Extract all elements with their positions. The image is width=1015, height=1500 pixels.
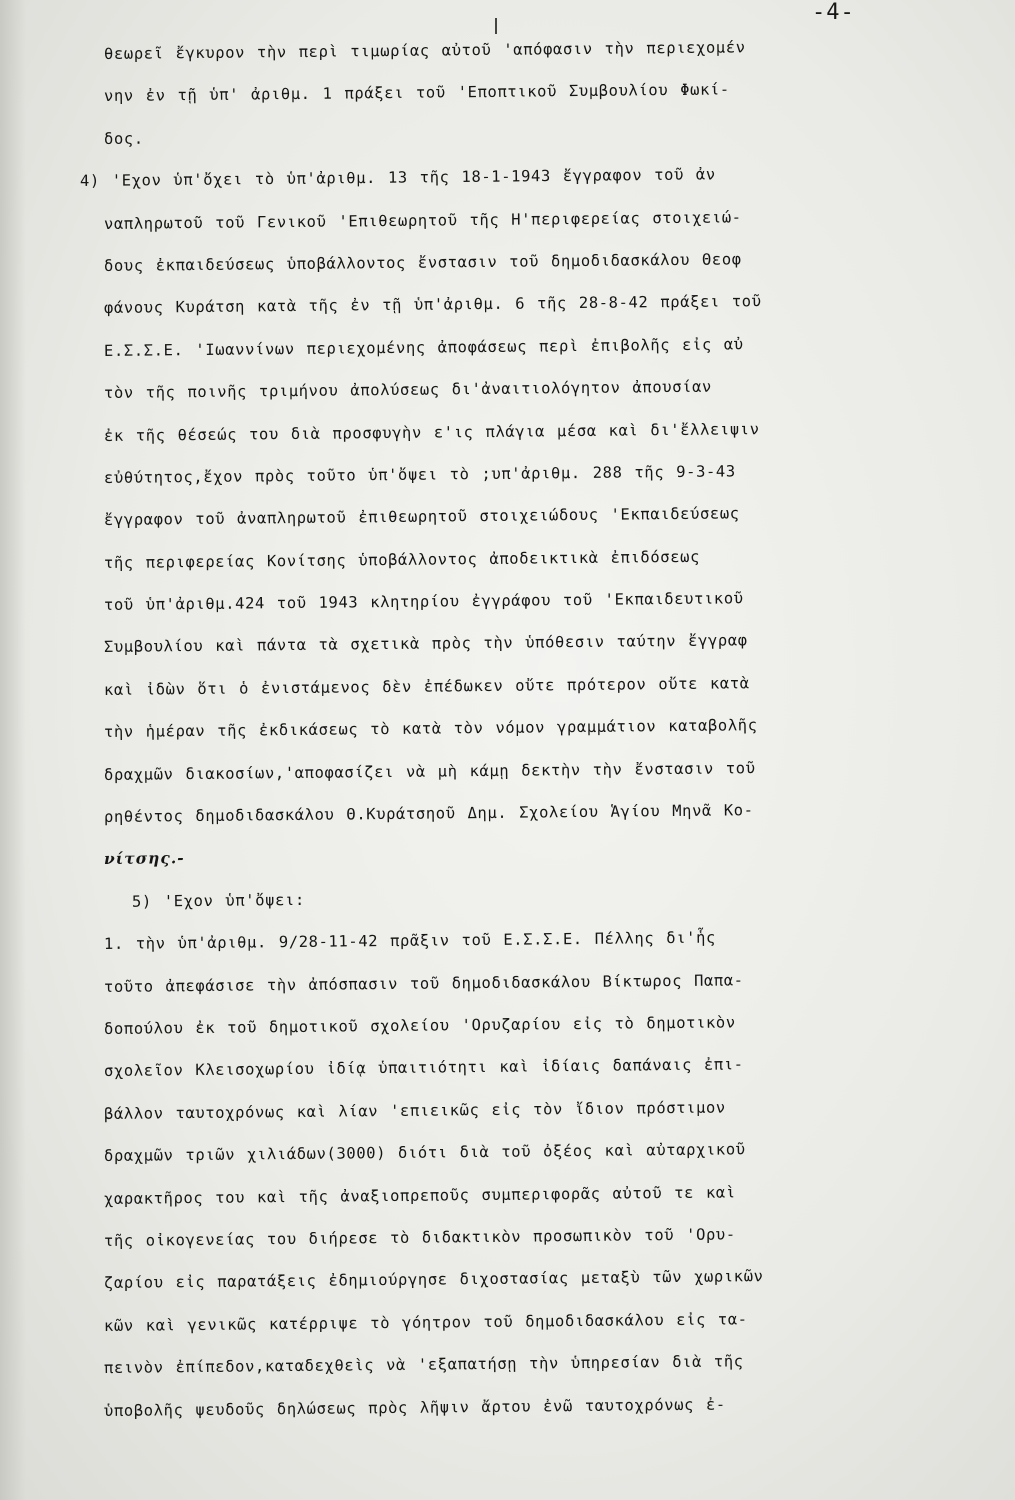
text-line-25: σχολεῖον Κλεισοχωρίου ἰδίᾳ ὑπαιτιότητι καὶ ἰδίαις δαπάναις ἐπι-	[103, 1055, 744, 1081]
text-line-29: τῆς οἰκογενείας του διήρεσε τὸ διδακτικὸν προσωπικὸν τοῦ 'Ορυ-	[103, 1225, 736, 1250]
text-line-4: 4) 'Εχον ὑπ'ὄχει τὸ ὑπ'ἀριθμ. 13 τῆς 18-1-1943 ἔγγραφον τοῦ ἀν	[79, 165, 716, 191]
text-line-22: 1. τὴν ὑπ'ἀριθμ. 9/28-11-42 πρᾶξιν τοῦ Ε.Σ.Σ.Ε. Πέλλης δι'ἧς	[103, 928, 716, 954]
text-line-33: ὑποβολῆς ψευδοῦς δηλώσεως πρὸς λῆψιν ἄρτου ἐνῶ ταυτοχρόνως ἐ-	[103, 1394, 726, 1420]
text-line-3: δος.	[103, 129, 144, 148]
text-line-2: νην ἐν τῇ ὑπ' ἀριθμ. 1 πράξει τοῦ 'Εποπτικοῦ Συμβουλίου Φωκί-	[103, 80, 730, 106]
text-line-27: δραχμῶν τριῶν χιλιάδων(3000) διότι διὰ τοῦ ὀξέος καὶ αὐταρχικοῦ	[103, 1140, 746, 1166]
text-line-24: δοπούλου ἐκ τοῦ δημοτικοῦ σχολείου 'Ορυζαρίου εἰς τὸ δημοτικὸν	[103, 1013, 736, 1038]
text-line-12: ἔγγραφον τοῦ ἀναπληρωτοῦ ἐπιθεωρητοῦ στοιχειώδους 'Εκπαιδεύσεως	[103, 504, 740, 530]
text-line-16: καὶ ἰδὼν ὅτι ὁ ἐνιστάμενος δὲν ἐπέδωκεν οὔτε πρότερον οὔτε κατὰ	[103, 674, 750, 699]
text-line-5: ναπληρωτοῦ τοῦ Γενικοῦ 'Επιθεωρητοῦ τῆς Η'περιφερείας στοιχειώ-	[103, 207, 742, 233]
page-number: -4-	[812, 0, 855, 25]
text-line-10: ἐκ τῆς θέσεώς του διὰ προσφυγὴν ε'ις πλάγια μέσα καὶ δι'ἔλλειψιν	[103, 419, 760, 445]
text-line-23: τοῦτο ἀπεφάσισε τὴν ἀπόσπασιν τοῦ δημοδιδασκάλου Βίκτωρος Παπα-	[103, 970, 744, 996]
text-line-7: φάνους Κυράτση κατὰ τῆς ἐν τῇ ὑπ'ἀριθμ. 6 τῆς 28-8-42 πράξει τοῦ	[103, 292, 762, 318]
text-line-9: τὸν τῆς ποινῆς τριμήνου ἀπολύσεως δι'ἀναιτιολόγητον ἀπουσίαν	[103, 377, 712, 403]
text-line-28: χαρακτῆρος του καὶ τῆς ἀναξιοπρεποῦς συμπεριφορᾶς αὐτοῦ τε καὶ	[103, 1182, 736, 1208]
page-fold-shadow	[0, 0, 26, 1500]
text-line-21: 5) 'Εχον ὑπ'ὄψει:	[131, 890, 305, 911]
text-line-17: τὴν ἡμέραν τῆς ἐκδικάσεως τὸ κατὰ τὸν νόμον γραμμάτιον καταβολῆς	[103, 716, 758, 742]
handwritten-line: νίτσης.-	[103, 848, 185, 869]
text-line-8: Ε.Σ.Σ.Ε. 'Ιωαννίνων περιεχομένης ἀποφάσεως περὶ ἐπιβολῆς εἰς αὐ	[103, 335, 744, 360]
margin-tick-mark	[495, 18, 497, 34]
text-line-15: Συμβουλίου καὶ πάντα τὰ σχετικὰ πρὸς τὴν ὑπόθεσιν ταύτην ἔγγραφ	[103, 631, 748, 657]
text-line-18: δραχμῶν διακοσίων,'αποφασίζει νὰ μὴ κάμῃ δεκτὴν τὴν ἔνστασιν τοῦ	[103, 758, 756, 784]
text-line-32: πεινὸν ἐπίπεδον,καταδεχθεὶς νὰ 'εξαπατήσῃ τὴν ὑπηρεσίαν διὰ τῆς	[103, 1352, 744, 1378]
text-line-13: τῆς περιφερείας Κονίτσης ὑποβάλλοντος ἀποδεικτικὰ ἐπιδόσεως	[103, 547, 701, 572]
text-line-6: δους ἐκπαιδεύσεως ὑποβάλλοντος ἔνστασιν τοῦ δημοδιδασκάλου Θεοφ	[103, 250, 742, 275]
text-line-26: βάλλον ταυτοχρόνως καὶ λίαν 'επιεικῶς εἰς τὸν ἴδιον πρόστιμον	[103, 1098, 726, 1123]
text-line-19: ρηθέντος δημοδιδασκάλου Θ.Κυράτσηοῦ Δημ. Σχολείου Ἁγίου Μηνᾶ Κο-	[103, 801, 754, 827]
text-line-1: θεωρεῖ ἔγκυρον τὴν περὶ τιμωρίας αὐτοῦ 'απόφασιν τὴν περιεχομέν	[103, 38, 746, 63]
text-line-30: ζαρίου εἰς παρατάξεις ἐδημιούργησε διχοστασίας μεταξὺ τῶν χωρικῶν	[103, 1267, 764, 1293]
text-line-11: εὐθύτητος,ἔχον πρὸς τοῦτο ὑπ'ὄψει τὸ ;υπ'ἀριθμ. 288 τῆς 9-3-43	[103, 462, 736, 487]
text-line-31: κῶν καὶ γενικῶς κατέρριψε τὸ γόητρον τοῦ δημοδιδασκάλου εἰς τα-	[103, 1309, 748, 1335]
document-body	[79, 38, 974, 1443]
text-line-14: τοῦ ὑπ'ἀριθμ.424 τοῦ 1943 κλητηρίου ἐγγράφου τοῦ 'Εκπαιδευτικοῦ	[103, 589, 744, 615]
